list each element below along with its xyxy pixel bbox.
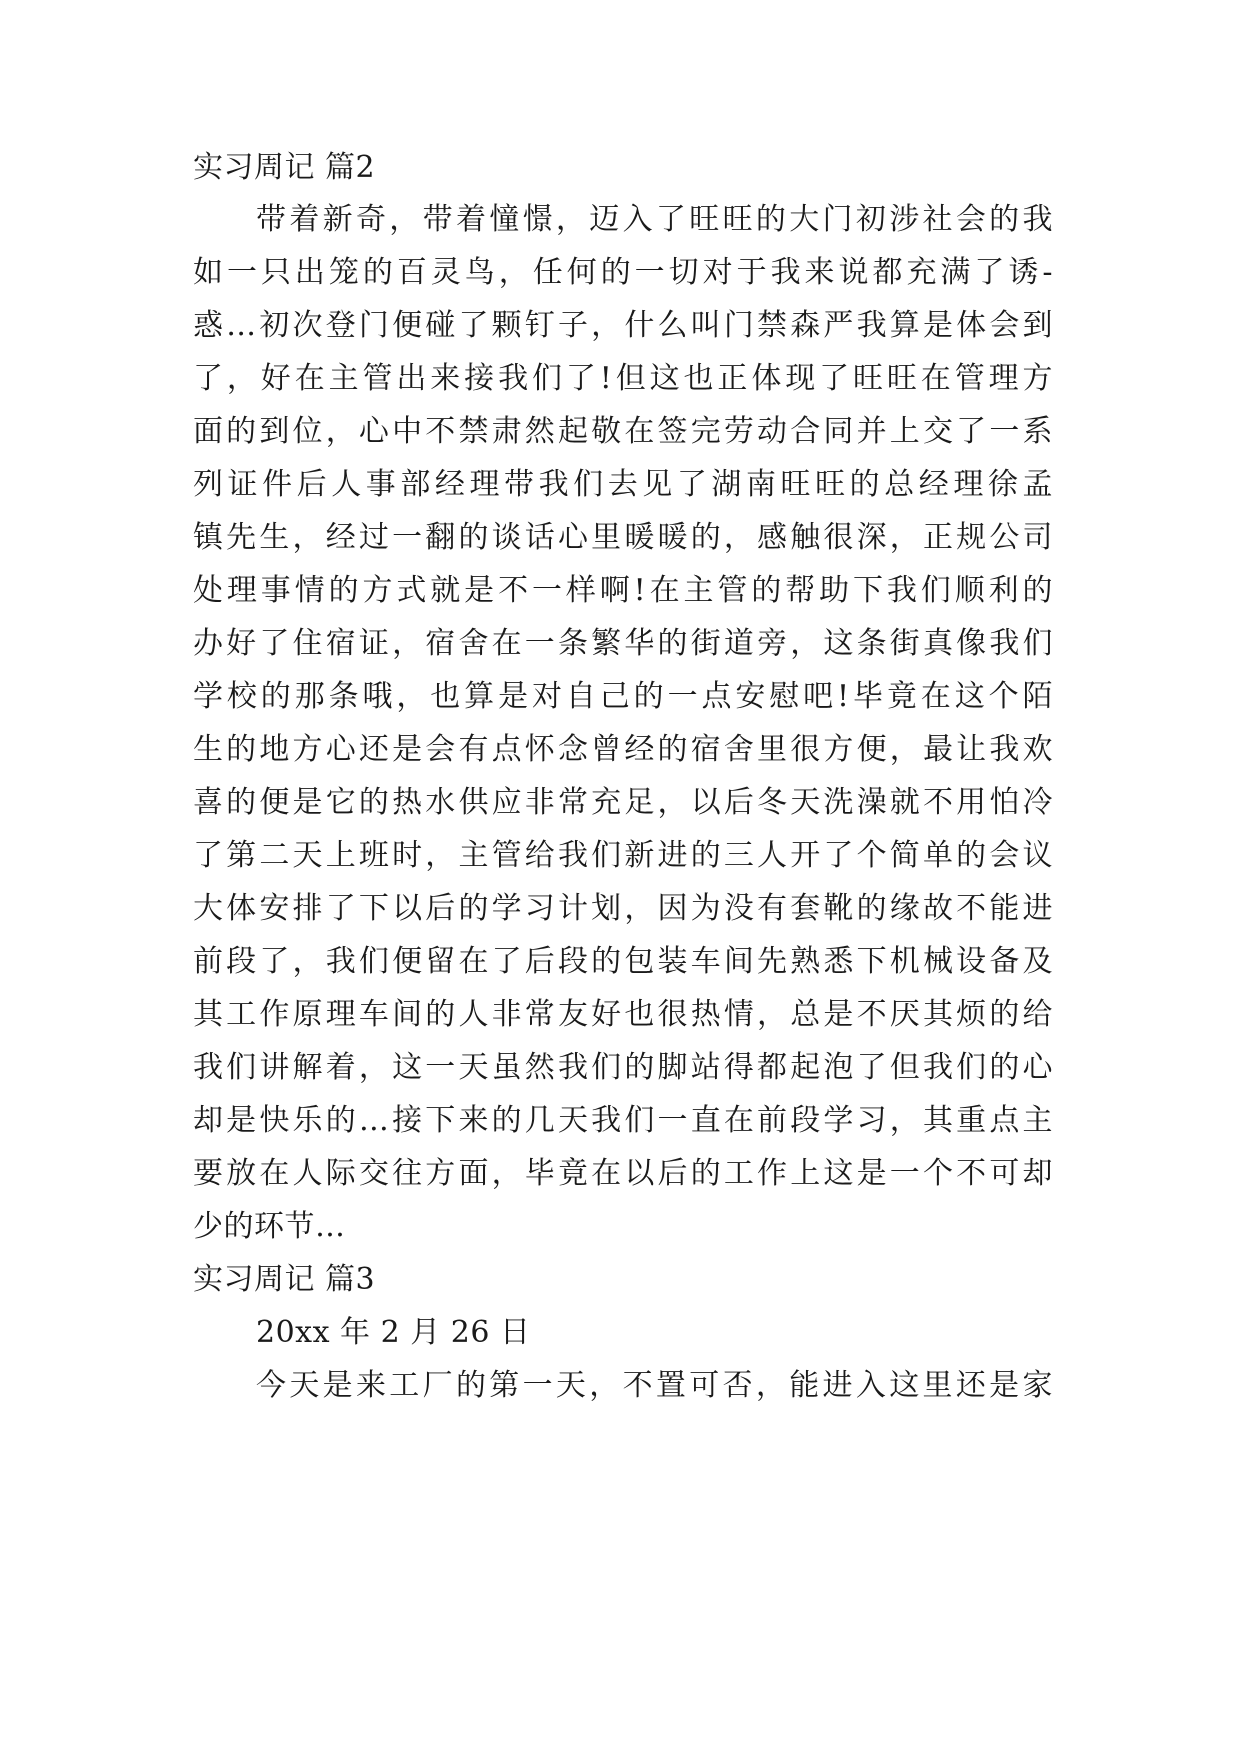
paragraph-line: 面的到位，心中不禁肃然起敬在签完劳动合同并上交了一系 <box>193 414 1053 449</box>
paragraph-line: 镇先生，经过一翻的谈话心里暖暖的，感触很深，正规公司 <box>193 520 1053 555</box>
section-2-heading: 实习周记 篇2 <box>193 150 376 185</box>
paragraph-line: 今天是来工厂的第一天，不置可否，能进入这里还是家 <box>256 1368 1053 1403</box>
section-3-heading: 实习周记 篇3 <box>193 1262 376 1297</box>
paragraph-line: 惑…初次登门便碰了颗钉子，什么叫门禁森严我算是体会到 <box>193 308 1053 343</box>
paragraph-line: 办好了住宿证，宿舍在一条繁华的街道旁，这条街真像我们 <box>193 626 1053 661</box>
paragraph-line: 了，好在主管出来接我们了!但这也正体现了旺旺在管理方 <box>193 361 1053 396</box>
paragraph-line-last: 少的环节… <box>193 1209 346 1244</box>
paragraph-line: 我们讲解着，这一天虽然我们的脚站得都起泡了但我们的心 <box>193 1050 1053 1085</box>
paragraph-line: 生的地方心还是会有点怀念曾经的宿舍里很方便，最让我欢 <box>193 732 1053 767</box>
paragraph-line: 大体安排了下以后的学习计划，因为没有套靴的缘故不能进 <box>193 891 1053 926</box>
paragraph-line: 却是快乐的…接下来的几天我们一直在前段学习，其重点主 <box>193 1103 1053 1138</box>
paragraph-line: 其工作原理车间的人非常友好也很热情，总是不厌其烦的给 <box>193 997 1053 1032</box>
paragraph-line: 前段了，我们便留在了后段的包装车间先熟悉下机械设备及 <box>193 944 1053 979</box>
paragraph-line: 学校的那条哦，也算是对自己的一点安慰吧!毕竟在这个陌 <box>193 679 1053 714</box>
paragraph-line: 如一只出笼的百灵鸟，任何的一切对于我来说都充满了诱- <box>193 255 1053 290</box>
paragraph-line: 带着新奇，带着憧憬，迈入了旺旺的大门初涉社会的我 <box>256 202 1053 237</box>
paragraph-line: 列证件后人事部经理带我们去见了湖南旺旺的总经理徐孟 <box>193 467 1053 502</box>
paragraph-line: 喜的便是它的热水供应非常充足，以后冬天洗澡就不用怕冷 <box>193 785 1053 820</box>
paragraph-line: 要放在人际交往方面，毕竟在以后的工作上这是一个不可却 <box>193 1156 1053 1191</box>
entry-date: 20xx 年 2 月 26 日 <box>256 1315 531 1350</box>
paragraph-line: 了第二天上班时，主管给我们新进的三人开了个简单的会议 <box>193 838 1053 873</box>
paragraph-line: 处理事情的方式就是不一样啊!在主管的帮助下我们顺利的 <box>193 573 1053 608</box>
